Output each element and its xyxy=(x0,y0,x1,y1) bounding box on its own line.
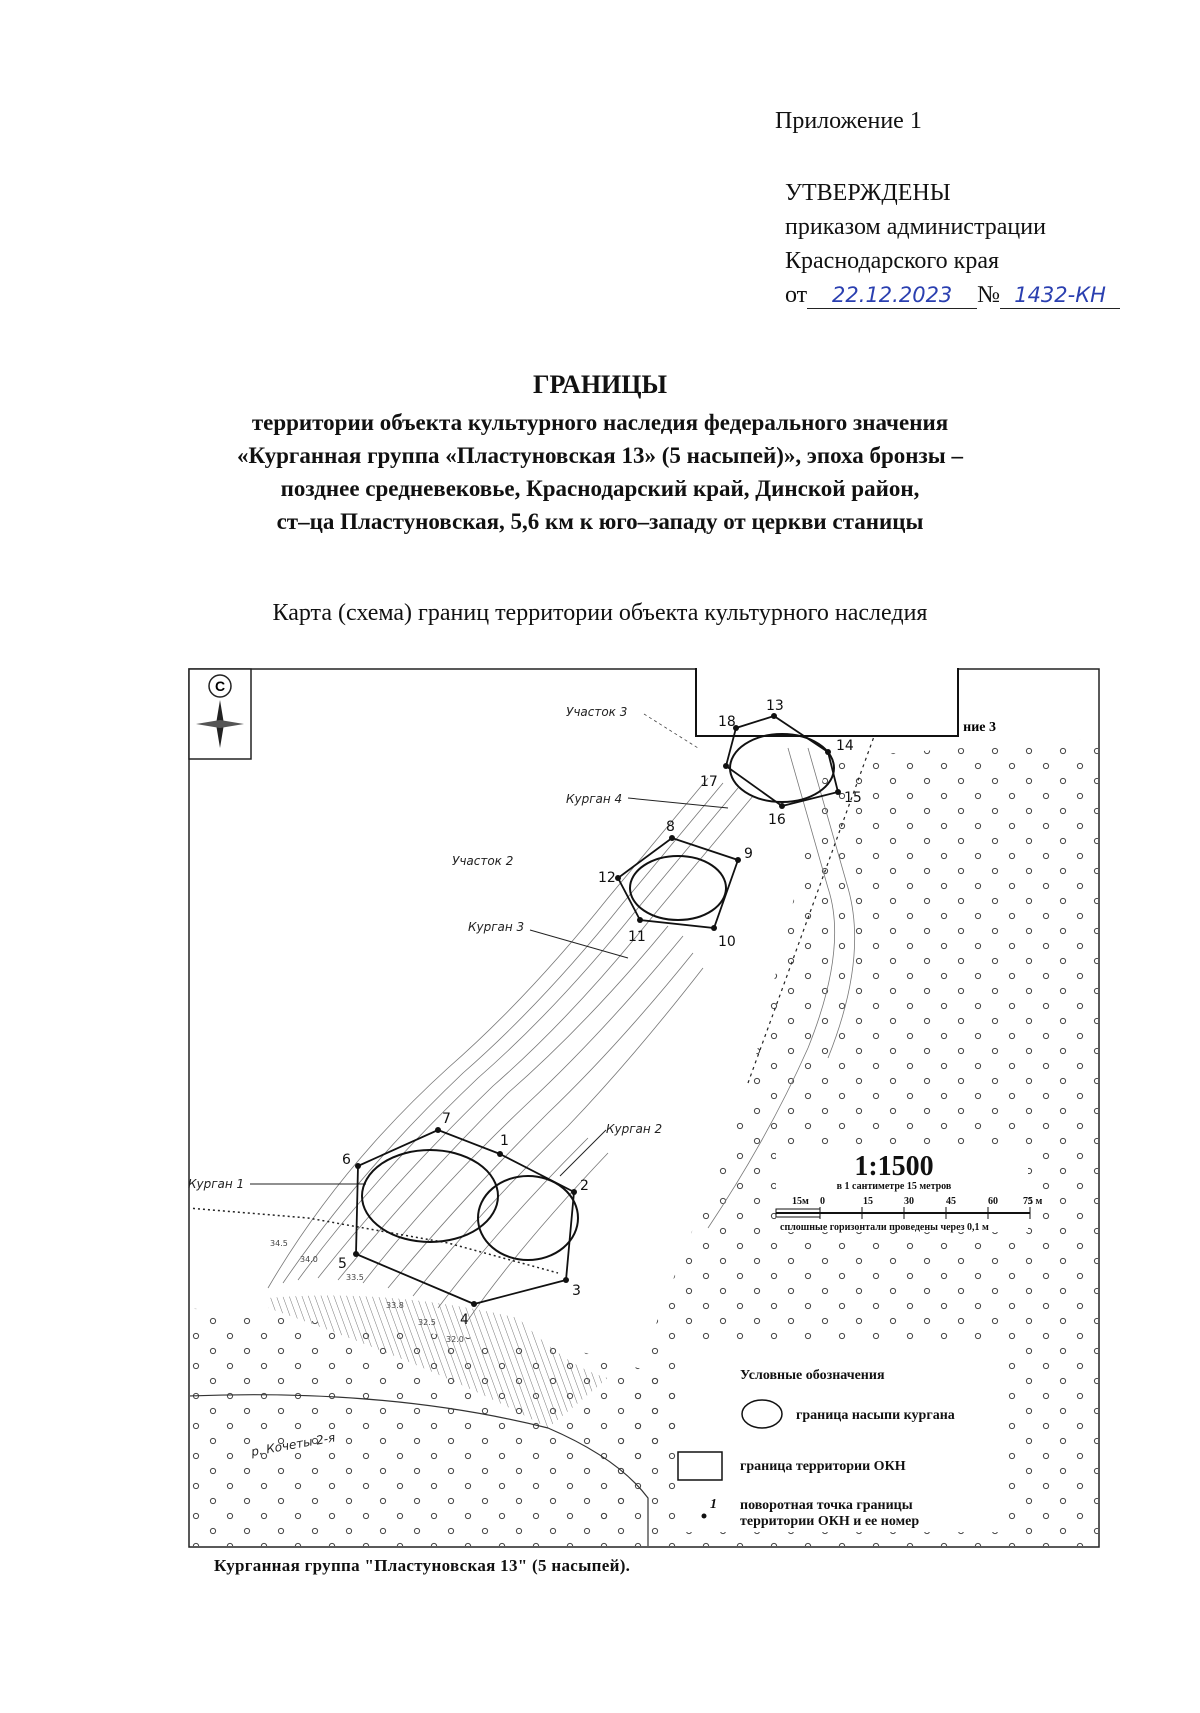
label-mound-2: Курган 2 xyxy=(606,1122,663,1136)
order-line-2: Краснодарского края xyxy=(785,248,1000,274)
label-mound-1: Курган 1 xyxy=(188,1177,245,1191)
handwritten-number: 1432-КН xyxy=(1000,282,1120,309)
handwritten-date: 22.12.2023 xyxy=(807,282,977,309)
map-svg xyxy=(188,668,1100,1548)
date-prefix: от xyxy=(785,282,808,308)
legend-mound-label: граница насыпи кургана xyxy=(796,1408,955,1423)
approved-heading: УТВЕРЖДЕНЫ xyxy=(785,180,951,206)
scale-ratio: 1:1500 xyxy=(854,1151,934,1182)
point-number: 15 xyxy=(844,790,862,806)
boundary-map xyxy=(188,668,1100,1548)
approval-block xyxy=(785,176,1120,312)
label-plot-3: Участок 3 xyxy=(566,705,628,719)
point-number: 16 xyxy=(768,812,786,828)
title-line-1: территории объекта культурного наследия федерального значения xyxy=(251,410,949,435)
point-number: 5 xyxy=(338,1256,347,1272)
contours-note: сплошные горизонтали проведены через 0,1 м xyxy=(780,1222,989,1233)
point-number: 3 xyxy=(572,1283,581,1299)
title-line-4: ст–ца Пластуновская, 5,6 км к юго–западу от церкви станицы xyxy=(276,509,924,534)
elevation-label: 33.5 xyxy=(346,1273,364,1282)
elevation-label: 34.5 xyxy=(270,1239,288,1248)
number-prefix: № xyxy=(977,282,1001,308)
point-number: 7 xyxy=(442,1111,451,1127)
elevation-label: 34.0 xyxy=(300,1255,318,1264)
point-number: 1 xyxy=(500,1133,509,1149)
elevation-label: 32.0 xyxy=(446,1335,464,1344)
point-number: 12 xyxy=(598,870,616,886)
point-number: 8 xyxy=(666,819,675,835)
point-number: 17 xyxy=(700,774,718,790)
legend-point-line-1: поворотная точка границы xyxy=(740,1498,913,1513)
compass-rose xyxy=(189,669,251,759)
point-number: 9 xyxy=(744,846,753,862)
order-date-line xyxy=(785,278,1120,312)
title-line-3: позднее средневековье, Краснодарский край, Динской район, xyxy=(280,476,920,501)
point-number: 10 xyxy=(718,934,736,950)
title-line-2: «Курганная группа «Пластуновская 13» (5 насыпей)», эпоха бронзы – xyxy=(237,443,963,468)
point-number: 14 xyxy=(836,738,854,754)
elevation-label: 33.8 xyxy=(386,1301,404,1310)
order-line-1: приказом администрации xyxy=(785,214,1046,240)
scale-tick: 45 xyxy=(946,1196,956,1207)
title-main: ГРАНИЦЫ xyxy=(532,370,668,399)
scale-description: в 1 сантиметре 15 метров xyxy=(836,1181,952,1192)
scale-tick: 60 xyxy=(988,1196,998,1207)
appendix-label: Приложение 1 xyxy=(775,108,922,134)
scale-tick: 0 xyxy=(820,1196,825,1207)
legend-point-sample: 1 xyxy=(710,1497,717,1512)
point-number: 13 xyxy=(766,698,784,714)
document-title xyxy=(0,370,1200,538)
bottom-caption: Курганная группа "Пластуновская 13" (5 насыпей). xyxy=(214,1556,631,1575)
map-caption: Карта (схема) границ территории объекта культурного наследия xyxy=(272,600,928,626)
point-number: 11 xyxy=(628,929,646,945)
legend-point-line-2: территории ОКН и ее номер xyxy=(740,1514,920,1529)
label-mound-3: Курган 3 xyxy=(468,920,525,934)
map-legend xyxy=(678,1346,1000,1532)
legend-point-symbol xyxy=(702,1514,707,1519)
scale-tick: 15 xyxy=(863,1196,873,1207)
label-river: р. Кочеты 2-я xyxy=(250,1430,337,1459)
compass-letter: С xyxy=(214,678,226,694)
scale-tick: 15м xyxy=(792,1196,809,1207)
legend-title: Условные обозначения xyxy=(740,1368,885,1383)
label-plot-2: Участок 2 xyxy=(452,854,514,868)
point-number: 2 xyxy=(580,1178,589,1194)
scale-tick: 30 xyxy=(904,1196,914,1207)
point-number: 4 xyxy=(460,1312,469,1328)
label-mound-4: Курган 4 xyxy=(566,792,623,806)
legend-territory-label: граница территории ОКН xyxy=(740,1459,906,1474)
scale-tick: 75 м xyxy=(1023,1196,1043,1207)
elevation-label: 32.5 xyxy=(418,1318,436,1327)
point-number: 18 xyxy=(718,714,736,730)
inset-fragment: ние 3 xyxy=(963,720,996,735)
point-number: 6 xyxy=(342,1152,351,1168)
scale-bar xyxy=(776,1148,1043,1233)
